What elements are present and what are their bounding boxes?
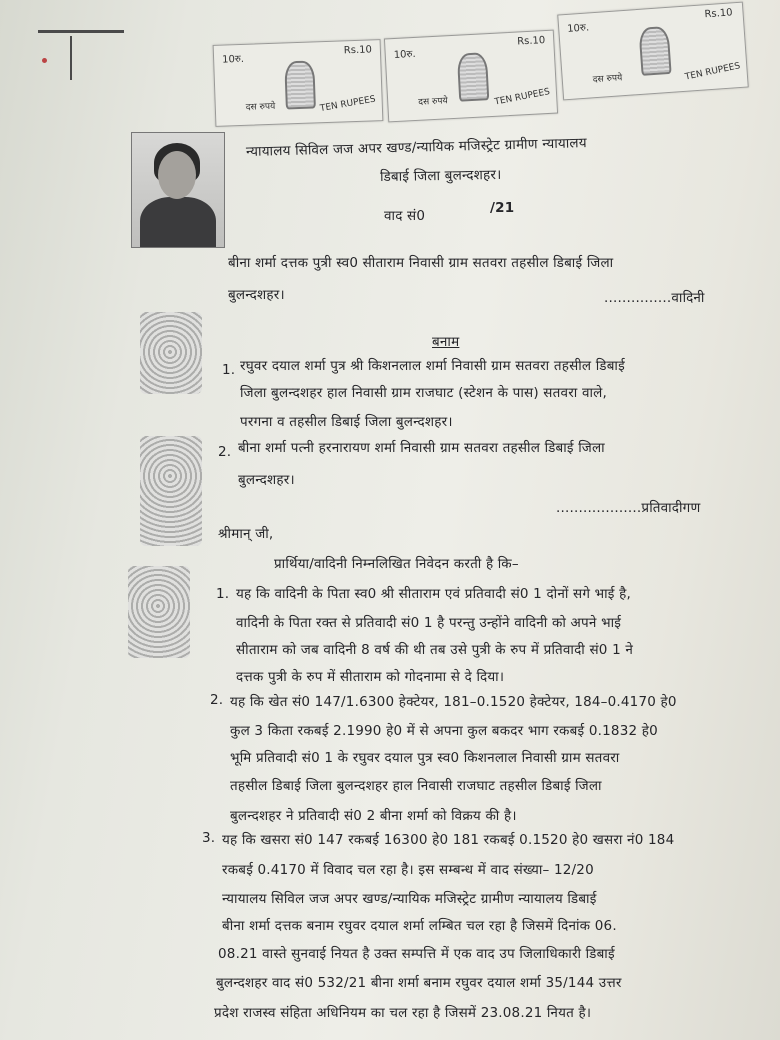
stamp-value-left: 10रु.	[221, 53, 245, 66]
court-fee-stamp-1	[213, 39, 384, 127]
para-3-line5: 08.21 वास्ते सुनवाई नियत है उक्त सम्पत्ति में एक वाद उप जिलाधिकारी डिबाई	[218, 946, 615, 962]
para-1-line3: सीताराम को जब वादिनी 8 वर्ष की थी तब उसे पुत्री के रुप में प्रतिवादी सं0 1 ने	[236, 642, 634, 658]
stamp-hindi-text: दस रुपये	[245, 101, 276, 113]
court-header-line1: न्यायालय सिविल जज अपर खण्ड/न्यायिक मजिस्ट्रेट ग्रामीण न्यायालय	[245, 135, 588, 160]
para-1-line4: दत्तक पुत्री के रुप में सीताराम को गोदनामा से दे दिया।	[236, 669, 505, 685]
defendant-1-num: 1.	[222, 362, 236, 378]
stamp-value-right: Rs.10	[704, 7, 733, 21]
para-1-line2: वादिनी के पिता रक्त से प्रतिवादी सं0 1 है परन्तु उन्होंने वादिनी को अपने भाई	[236, 615, 622, 631]
para-3-line3: न्यायालय सिविल जज अपर खण्ड/न्यायिक मजिस्ट्रेट ग्रामीण न्यायालय डिबाई	[222, 891, 597, 907]
plaintiff-line1: बीना शर्मा दत्तक पुत्री स्व0 सीताराम निवासी ग्राम सतवरा तहसील डिबाई जिला	[228, 255, 614, 271]
defendant-1-line3: परगना व तहसील डिबाई जिला बुलन्दशहर।	[240, 414, 453, 430]
corner-mark-vertical	[70, 36, 72, 80]
defendant-1-line2: जिला बुलन्दशहर हाल निवासी ग्राम राजघाट (स्टेशन के पास) सतवरा वाले,	[240, 385, 607, 401]
defendant-2-line2: बुलन्दशहर।	[238, 472, 295, 488]
stamp-value-left: 10रु.	[393, 48, 416, 62]
margin-stamp-2	[140, 436, 202, 546]
court-fee-stamp-2	[384, 30, 558, 123]
para-1-num: 1.	[216, 586, 230, 602]
para-2-line1: यह कि खेत सं0 147/1.6300 हेक्टेयर, 181–0.1520 हेक्टेयर, 184–0.4170 हे0	[230, 694, 677, 710]
stamp-english-text: TEN RUPEES	[684, 61, 742, 83]
margin-stamp-3	[128, 566, 190, 658]
para-3-line4: बीना शर्मा दत्तक बनाम रघुवर दयाल शर्मा लम्बित चल रहा है जिसमें दिनांक 06.	[222, 918, 617, 934]
petition-intro: प्रार्थिया/वादिनी निम्नलिखित निवेदन करती है कि–	[274, 556, 519, 572]
ashoka-emblem-icon	[284, 60, 316, 109]
stamp-value-left: 10रु.	[566, 22, 590, 35]
stamp-english-text: TEN RUPEES	[493, 87, 551, 108]
ashoka-emblem-icon	[638, 26, 671, 76]
ashoka-emblem-icon	[457, 52, 489, 102]
defendant-2-num: 2.	[218, 444, 232, 460]
para-3-num: 3.	[202, 830, 216, 846]
para-2-line2: कुल 3 किता रकबई 2.1990 हे0 में से अपना कुल बकदर भाग रकबई 0.1832 हे0	[230, 723, 658, 739]
salutation: श्रीमान् जी,	[218, 526, 274, 542]
para-3-line7: प्रदेश राजस्व संहिता अधिनियम का चल रहा है जिसमें 23.08.21 नियत है।	[214, 1005, 592, 1021]
court-fee-stamp-3	[557, 2, 749, 101]
suit-number: /21	[490, 200, 515, 216]
para-3-line1: यह कि खसरा सं0 147 रकबई 16300 हे0 181 रकबई 0.1520 हे0 खसरा नं0 184	[222, 832, 675, 848]
margin-stamp-1	[140, 312, 202, 394]
plaintiff-photo	[131, 132, 225, 248]
stamp-hindi-text: दस रुपये	[418, 96, 449, 108]
stamp-value-right: Rs.10	[516, 35, 546, 48]
para-1-line1: यह कि वादिनी के पिता स्व0 श्री सीताराम एवं प्रतिवादी सं0 1 दोनों सगे भाई है,	[236, 586, 631, 602]
defendant-2-line1: बीना शर्मा पत्नी हरनारायण शर्मा निवासी ग्राम सतवरा तहसील डिबाई जिला	[238, 440, 605, 456]
defendant-1-line1: रघुवर दयाल शर्मा पुत्र श्री किशनलाल शर्मा निवासी ग्राम सतवरा तहसील डिबाई	[240, 358, 625, 374]
stamp-hindi-text: दस रुपये	[592, 73, 623, 86]
suit-number-label: वाद सं0	[384, 208, 426, 224]
para-2-line4: तहसील डिबाई जिला बुलन्दशहर हाल निवासी राजघाट तहसील डिबाई जिला	[230, 778, 602, 794]
defendants-role: ...................प्रतिवादीगण	[556, 500, 701, 516]
para-2-num: 2.	[210, 692, 224, 708]
para-3-line6: बुलन्दशहर वाद सं0 532/21 बीना शर्मा बनाम रघुवर दयाल शर्मा 35/144 उत्तर	[216, 975, 622, 991]
stamp-english-text: TEN RUPEES	[319, 94, 377, 115]
versus-heading: बनाम	[432, 334, 460, 350]
court-header-line2: डिबाई जिला बुलन्दशहर।	[379, 166, 502, 186]
para-2-line5: बुलन्दशहर ने प्रतिवादी सं0 2 बीना शर्मा को विक्रय की है।	[230, 808, 517, 824]
para-3-line2: रकबई 0.4170 में विवाद चल रहा है। इस सम्बन्ध में वाद संख्या– 12/20	[222, 862, 594, 878]
para-2-line3: भूमि प्रतिवादी सं0 1 के रघुवर दयाल पुत्र स्व0 किशनलाल निवासी ग्राम सतवरा	[230, 750, 620, 766]
plaintiff-line2: बुलन्दशहर।	[228, 287, 285, 303]
plaintiff-role: ...............वादिनी	[604, 290, 705, 306]
red-dot	[42, 58, 47, 63]
corner-mark	[38, 30, 124, 33]
stamp-value-right: Rs.10	[343, 44, 373, 57]
